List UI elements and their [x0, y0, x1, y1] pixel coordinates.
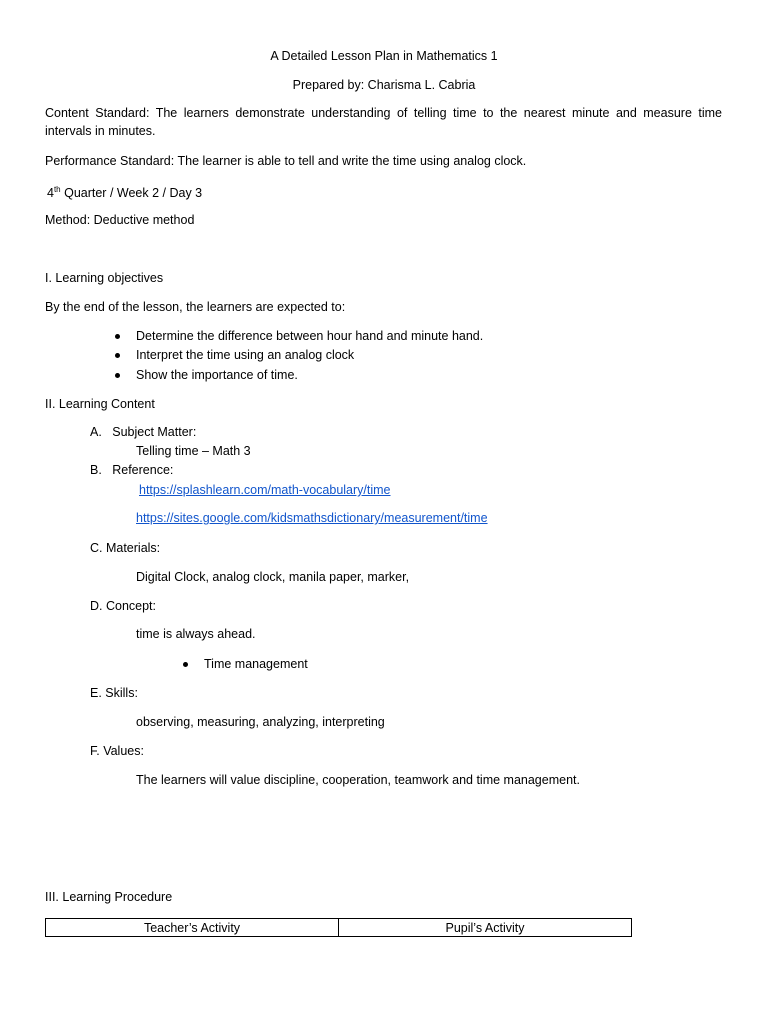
performance-standard: Performance Standard: The learner is able to tell and write the time using analog clock.	[45, 154, 527, 168]
content-standard: Content Standard: The learners demonstrate understanding of telling time to the nearest minute and measure time intervals in minutes.	[45, 106, 722, 138]
objectives-intro: By the end of the lesson, the learners are expected to:	[45, 300, 346, 314]
skills-label: E. Skills:	[90, 686, 138, 700]
bullet-icon	[115, 373, 120, 378]
procedure-table	[45, 918, 632, 937]
list-item-text: Interpret the time using an analog clock	[136, 348, 355, 362]
values-value: The learners will value discipline, cooperation, teamwork and time management.	[136, 773, 580, 787]
method: Method: Deductive method	[45, 213, 195, 227]
reference-link-google-sites[interactable]: https://sites.google.com/kidsmathsdictionary/measurement/time	[136, 511, 488, 525]
procedure-heading: III. Learning Procedure	[45, 890, 173, 904]
table-header-row	[46, 919, 632, 937]
bullet-icon	[115, 353, 120, 358]
quarter-number: 4	[47, 186, 54, 201]
subject-matter-label: A. Subject Matter:	[90, 425, 197, 439]
prepared-by: Prepared by: Charisma L. Cabria	[292, 78, 476, 92]
concept-label: D. Concept:	[90, 599, 157, 613]
materials-label: C. Materials:	[90, 541, 161, 555]
objectives-heading: I. Learning objectives	[45, 271, 164, 285]
values-label: F. Values:	[90, 744, 144, 758]
quarter-week-day	[47, 182, 202, 201]
concept-value: time is always ahead.	[136, 627, 256, 641]
materials-value: Digital Clock, analog clock, manila paper, marker,	[136, 570, 410, 584]
document-title: A Detailed Lesson Plan in Mathematics 1	[270, 49, 498, 63]
subject-matter-value: Telling time – Math 3	[136, 444, 251, 458]
column-header-pupil: Pupil’s Activity	[339, 919, 632, 937]
bullet-icon	[183, 662, 188, 667]
reference-link-splashlearn[interactable]: https://splashlearn.com/math-vocabulary/time	[139, 483, 391, 497]
list-item-text: Show the importance of time.	[136, 368, 298, 382]
content-heading: II. Learning Content	[45, 397, 155, 411]
bullet-icon	[115, 334, 120, 339]
column-header-teacher: Teacher’s Activity	[46, 919, 339, 937]
reference-label: B. Reference:	[90, 463, 174, 477]
list-item-text: Determine the difference between hour hand and minute hand.	[136, 329, 484, 343]
concept-bullet-text: Time management	[204, 657, 308, 671]
quarter-rest: Quarter / Week 2 / Day 3	[60, 186, 203, 201]
skills-value: observing, measuring, analyzing, interpreting	[136, 715, 385, 729]
quarter-suffix: th	[53, 185, 61, 194]
